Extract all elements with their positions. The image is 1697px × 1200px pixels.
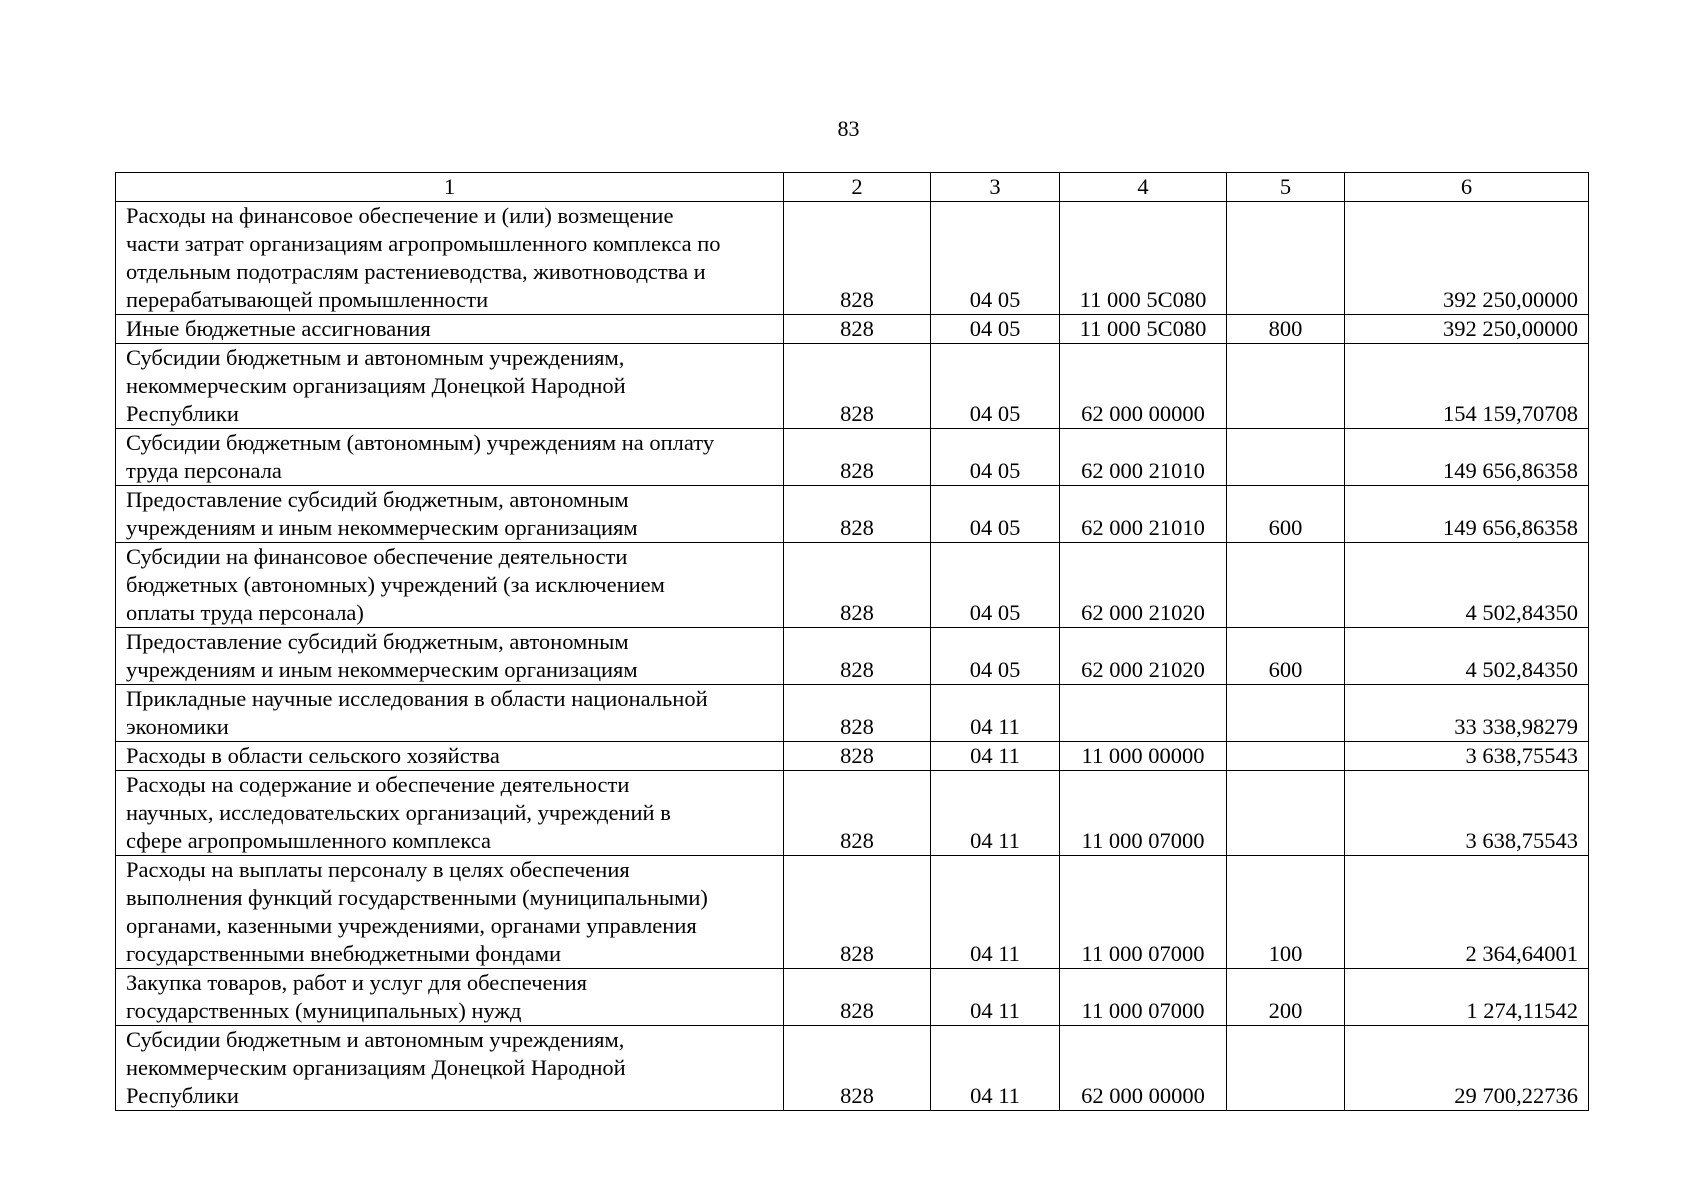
- row-amount-cell: 3 638,75543: [1345, 742, 1589, 771]
- table-row: [116, 429, 1589, 486]
- row-section-cell: 04 05: [931, 344, 1060, 429]
- table-row: [116, 856, 1589, 969]
- row-name-cell: [116, 202, 784, 315]
- table-row: [116, 628, 1589, 685]
- table-row: [116, 315, 1589, 344]
- row-section-cell: 04 05: [931, 202, 1060, 315]
- row-expense-type-cell: [1227, 742, 1345, 771]
- row-expense-type-cell: [1227, 429, 1345, 486]
- row-target-article-cell: 62 000 21010: [1060, 486, 1227, 543]
- row-name-line: отдельным подотраслям растениеводства, животноводства и: [126, 259, 706, 284]
- row-name-line: Расходы в области сельского хозяйства: [126, 743, 500, 768]
- row-target-article-cell: 11 000 5С080: [1060, 315, 1227, 344]
- row-name-line: государственными внебюджетными фондами: [126, 941, 562, 966]
- row-name-line: Прикладные научные исследования в области национальной: [126, 686, 708, 711]
- column-header-2: 2: [784, 173, 931, 202]
- row-amount-cell: 33 338,98279: [1345, 685, 1589, 742]
- row-section-cell: 04 11: [931, 685, 1060, 742]
- row-target-article-cell: [1060, 685, 1227, 742]
- row-name-line: Субсидии на финансовое обеспечение деятельности: [126, 544, 628, 569]
- table-row: [116, 742, 1589, 771]
- row-code-cell: 828: [784, 202, 931, 315]
- row-name-line: труда персонала: [126, 458, 282, 483]
- row-name-line: Расходы на содержание и обеспечение деятельности: [126, 772, 630, 797]
- row-name-cell: [116, 344, 784, 429]
- row-expense-type-cell: 800: [1227, 315, 1345, 344]
- row-name-line: органами, казенными учреждениями, органами управления: [126, 913, 697, 938]
- row-target-article-cell: 11 000 07000: [1060, 771, 1227, 856]
- row-code-cell: 828: [784, 429, 931, 486]
- row-name-cell: [116, 486, 784, 543]
- column-header-6: 6: [1345, 173, 1589, 202]
- row-section-cell: 04 05: [931, 543, 1060, 628]
- row-section-cell: 04 05: [931, 486, 1060, 543]
- row-name-line: научных, исследовательских организаций, учреждений в: [126, 800, 671, 825]
- row-expense-type-cell: 200: [1227, 969, 1345, 1026]
- row-target-article-cell: 62 000 00000: [1060, 344, 1227, 429]
- row-name-line: оплаты труда персонала): [126, 600, 364, 625]
- row-name-line: Иные бюджетные ассигнования: [126, 316, 431, 341]
- row-name-line: Республики: [126, 401, 239, 426]
- row-expense-type-cell: [1227, 1026, 1345, 1111]
- column-header-3: 3: [931, 173, 1060, 202]
- row-code-cell: 828: [784, 685, 931, 742]
- row-amount-cell: 1 274,11542: [1345, 969, 1589, 1026]
- row-target-article-cell: 11 000 07000: [1060, 969, 1227, 1026]
- row-code-cell: 828: [784, 486, 931, 543]
- row-name-line: Предоставление субсидий бюджетным, автономным: [126, 487, 629, 512]
- row-name-line: Расходы на выплаты персоналу в целях обеспечения: [126, 857, 630, 882]
- row-code-cell: 828: [784, 543, 931, 628]
- row-name-cell: [116, 1026, 784, 1111]
- page-number: 83: [837, 116, 860, 141]
- row-name-line: Предоставление субсидий бюджетным, автономным: [126, 629, 629, 654]
- row-name-line: перерабатывающей промышленности: [126, 287, 489, 312]
- row-target-article-cell: 62 000 21010: [1060, 429, 1227, 486]
- row-name-line: Закупка товаров, работ и услуг для обеспечения: [126, 970, 587, 995]
- row-name-line: сфере агропромышленного комплекса: [126, 828, 492, 853]
- row-name-cell: [116, 315, 784, 344]
- row-expense-type-cell: 600: [1227, 628, 1345, 685]
- row-section-cell: 04 11: [931, 742, 1060, 771]
- row-name-line: выполнения функций государственными (муниципальными): [126, 885, 708, 910]
- row-name-line: бюджетных (автономных) учреждений (за исключением: [126, 572, 665, 597]
- row-code-cell: 828: [784, 856, 931, 969]
- row-section-cell: 04 05: [931, 315, 1060, 344]
- row-expense-type-cell: [1227, 685, 1345, 742]
- row-amount-cell: 154 159,70708: [1345, 344, 1589, 429]
- row-expense-type-cell: [1227, 771, 1345, 856]
- row-expense-type-cell: 600: [1227, 486, 1345, 543]
- row-expense-type-cell: [1227, 543, 1345, 628]
- row-name-cell: [116, 543, 784, 628]
- row-name-cell: [116, 742, 784, 771]
- row-name-cell: [116, 429, 784, 486]
- row-amount-cell: 149 656,86358: [1345, 429, 1589, 486]
- table-row: [116, 202, 1589, 315]
- row-name-line: Субсидии бюджетным (автономным) учреждениям на оплату: [126, 430, 715, 455]
- table-row: [116, 771, 1589, 856]
- row-name-line: государственных (муниципальных) нужд: [126, 998, 522, 1023]
- row-amount-cell: 3 638,75543: [1345, 771, 1589, 856]
- table-header-row: [116, 173, 1589, 202]
- row-code-cell: 828: [784, 628, 931, 685]
- row-name-line: некоммерческим организациям Донецкой Народной: [126, 373, 626, 398]
- row-expense-type-cell: [1227, 344, 1345, 429]
- row-name-line: Субсидии бюджетным и автономным учреждениям,: [126, 1027, 625, 1052]
- budget-table-body: [116, 173, 1589, 1111]
- row-name-cell: [116, 856, 784, 969]
- row-code-cell: 828: [784, 742, 931, 771]
- row-target-article-cell: 11 000 5С080: [1060, 202, 1227, 315]
- table-row: [116, 685, 1589, 742]
- row-target-article-cell: 62 000 00000: [1060, 1026, 1227, 1111]
- row-name-cell: [116, 969, 784, 1026]
- row-name-line: учреждениям и иным некоммерческим организациям: [126, 657, 638, 682]
- table-row: [116, 486, 1589, 543]
- row-amount-cell: 392 250,00000: [1345, 315, 1589, 344]
- table-row: [116, 969, 1589, 1026]
- budget-table: [115, 172, 1589, 1111]
- row-amount-cell: 4 502,84350: [1345, 628, 1589, 685]
- table-row: [116, 344, 1589, 429]
- row-amount-cell: 149 656,86358: [1345, 486, 1589, 543]
- row-target-article-cell: 11 000 00000: [1060, 742, 1227, 771]
- row-name-line: учреждениям и иным некоммерческим организациям: [126, 515, 638, 540]
- row-code-cell: 828: [784, 1026, 931, 1111]
- row-target-article-cell: 11 000 07000: [1060, 856, 1227, 969]
- row-expense-type-cell: [1227, 202, 1345, 315]
- row-amount-cell: 392 250,00000: [1345, 202, 1589, 315]
- row-name-cell: [116, 628, 784, 685]
- row-name-line: Субсидии бюджетным и автономным учреждениям,: [126, 345, 625, 370]
- row-name-line: Расходы на финансовое обеспечение и (или) возмещение: [126, 203, 674, 228]
- row-code-cell: 828: [784, 771, 931, 856]
- row-target-article-cell: 62 000 21020: [1060, 628, 1227, 685]
- row-section-cell: 04 05: [931, 628, 1060, 685]
- row-section-cell: 04 11: [931, 969, 1060, 1026]
- row-code-cell: 828: [784, 969, 931, 1026]
- row-amount-cell: 29 700,22736: [1345, 1026, 1589, 1111]
- column-header-5: 5: [1227, 173, 1345, 202]
- row-expense-type-cell: 100: [1227, 856, 1345, 969]
- row-name-line: Республики: [126, 1083, 239, 1108]
- table-row: [116, 1026, 1589, 1111]
- row-name-line: некоммерческим организациям Донецкой Народной: [126, 1055, 626, 1080]
- row-name-cell: [116, 685, 784, 742]
- column-header-4: 4: [1060, 173, 1227, 202]
- row-code-cell: 828: [784, 315, 931, 344]
- column-header-1: 1: [116, 173, 784, 202]
- row-name-cell: [116, 771, 784, 856]
- row-amount-cell: 2 364,64001: [1345, 856, 1589, 969]
- table-row: [116, 543, 1589, 628]
- row-section-cell: 04 05: [931, 429, 1060, 486]
- row-code-cell: 828: [784, 344, 931, 429]
- row-amount-cell: 4 502,84350: [1345, 543, 1589, 628]
- row-section-cell: 04 11: [931, 771, 1060, 856]
- row-name-line: экономики: [126, 714, 229, 739]
- row-name-line: части затрат организациям агропромышленного комплекса по: [126, 231, 721, 256]
- row-section-cell: 04 11: [931, 856, 1060, 969]
- row-target-article-cell: 62 000 21020: [1060, 543, 1227, 628]
- row-section-cell: 04 11: [931, 1026, 1060, 1111]
